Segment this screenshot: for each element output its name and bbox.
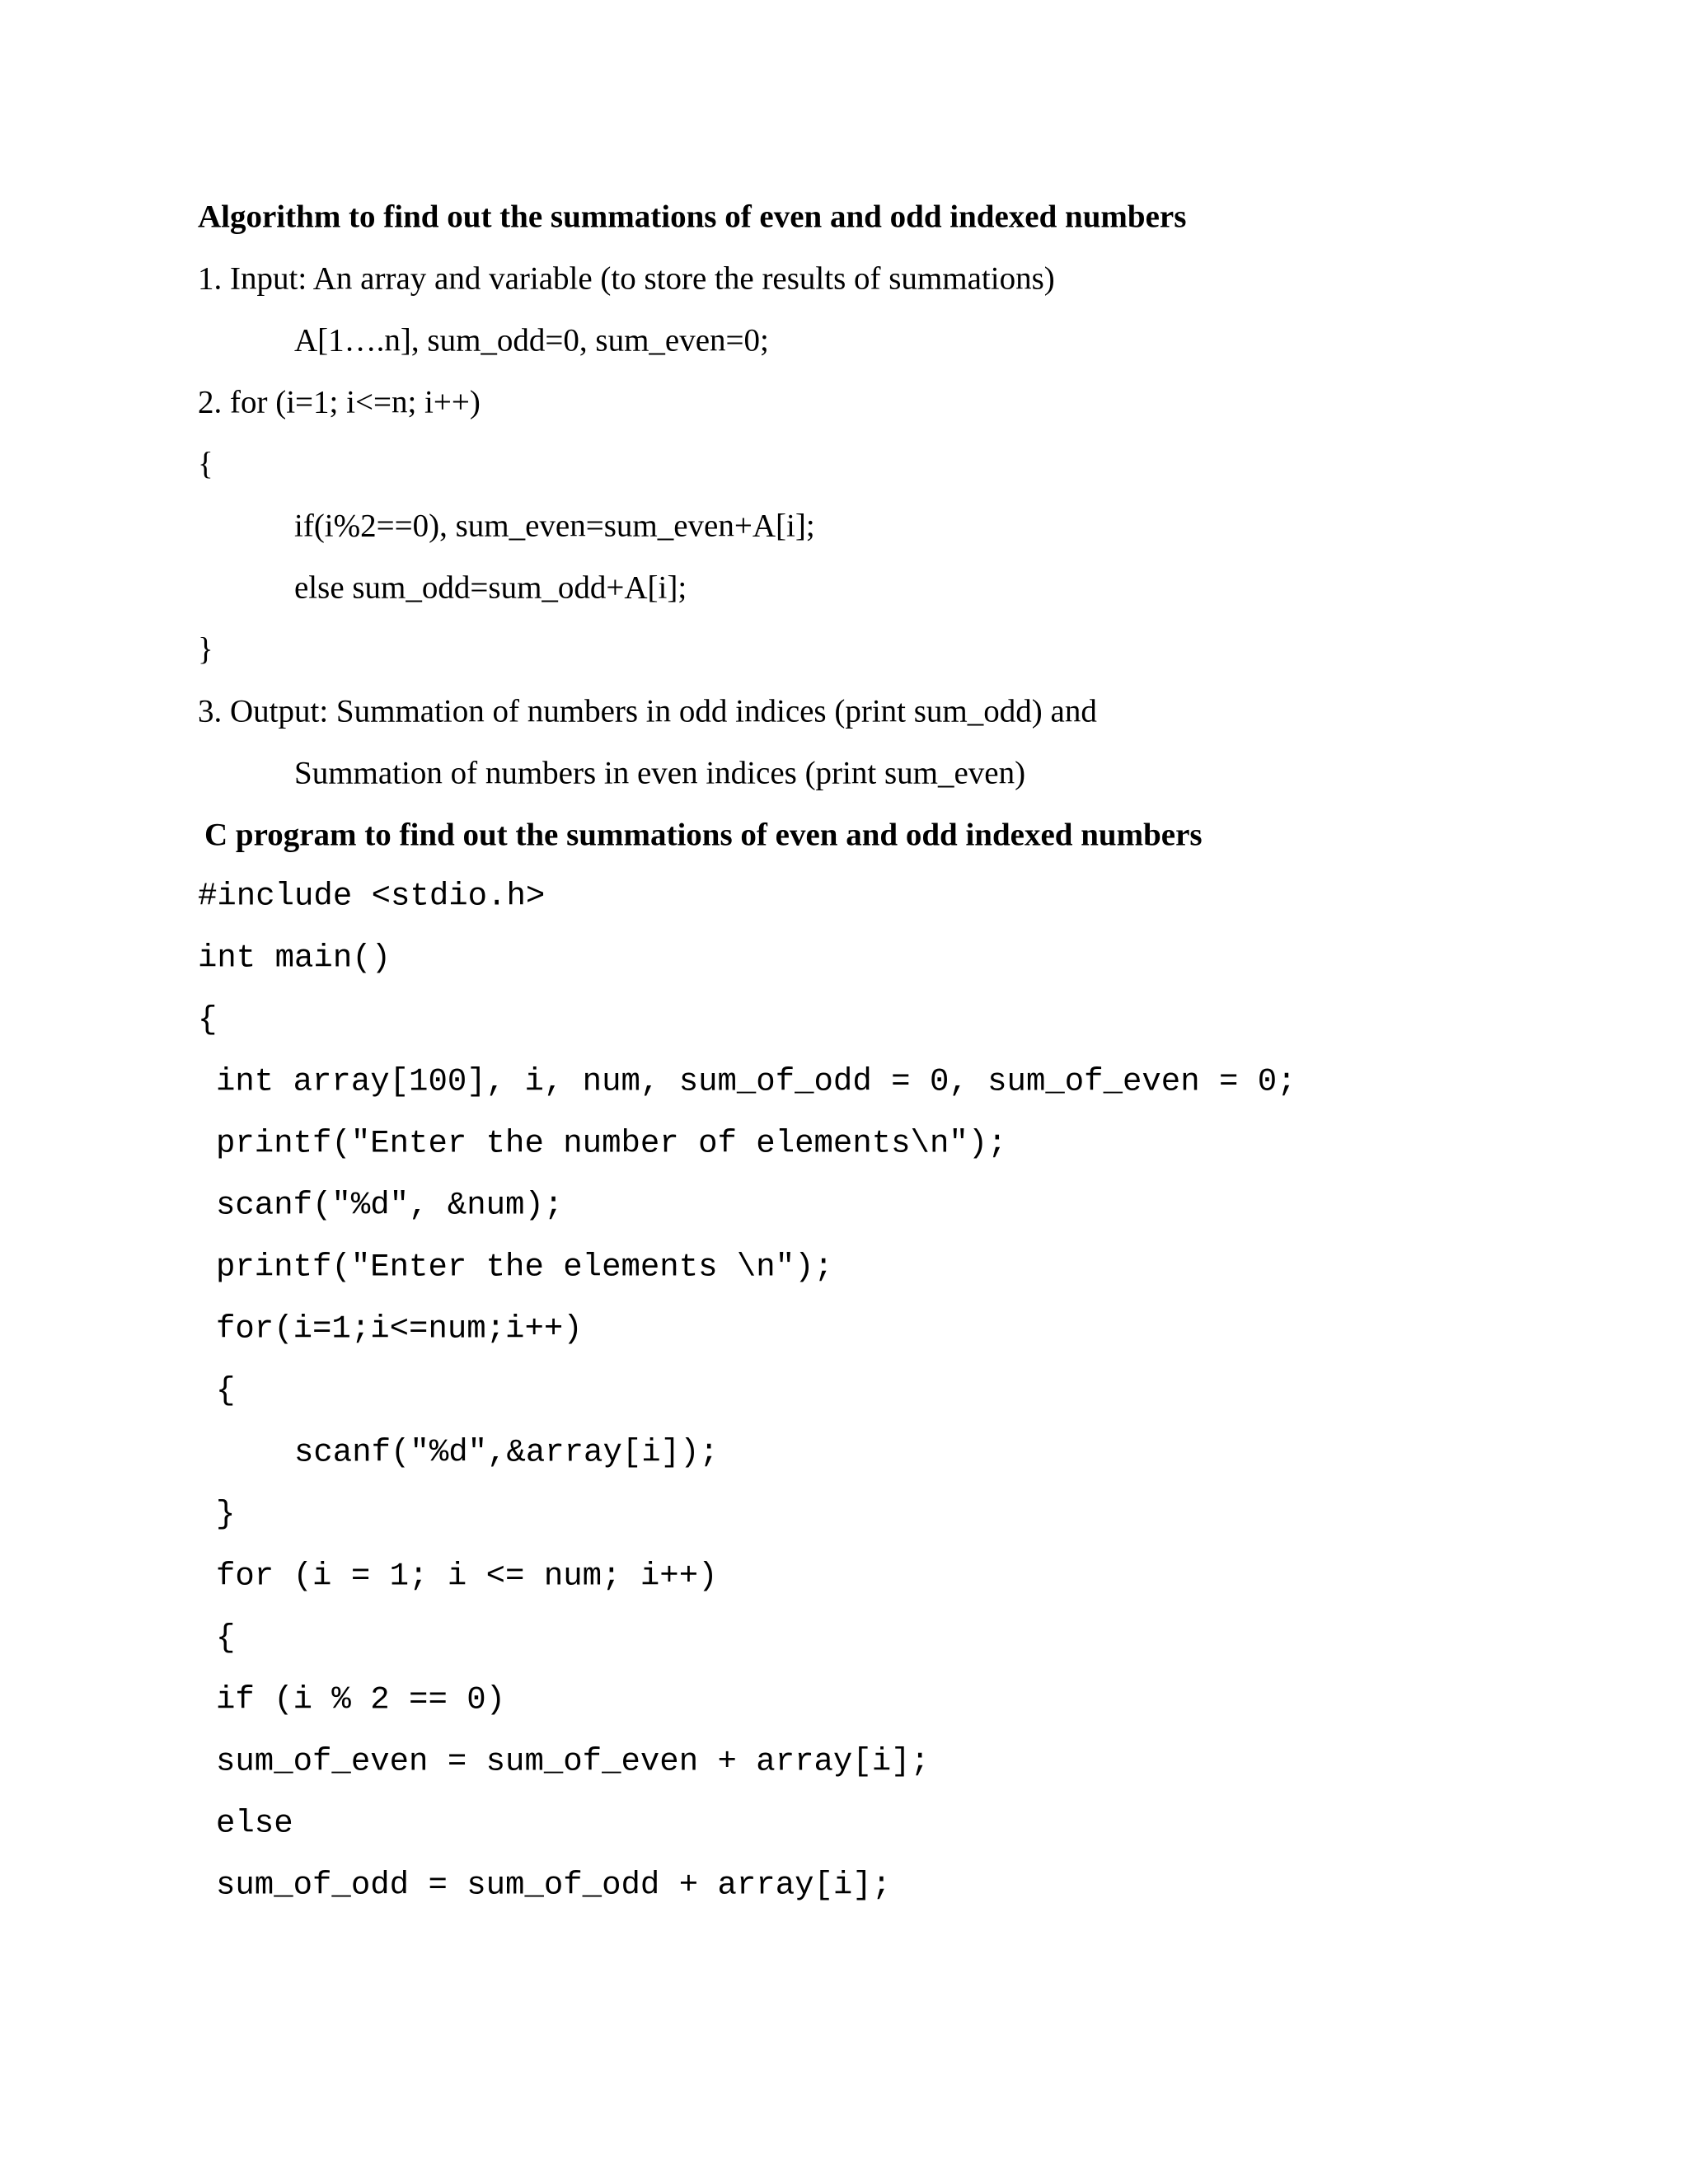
code-line: {: [198, 1001, 218, 1038]
code-line: {: [216, 1372, 236, 1409]
code-line: printf("Enter the elements \n");: [216, 1249, 833, 1286]
algorithm-if-line: if(i%2==0), sum_even=sum_even+A[i];: [294, 508, 815, 544]
algorithm-else-line: else sum_odd=sum_odd+A[i];: [294, 569, 687, 606]
algorithm-input-vars: A[1….n], sum_odd=0, sum_even=0;: [294, 322, 769, 359]
code-line: for(i=1;i<=num;i++): [216, 1310, 583, 1347]
algorithm-close-brace: }: [198, 631, 213, 668]
code-line: scanf("%d", &num);: [216, 1187, 564, 1224]
code-line: sum_of_odd = sum_of_odd + array[i];: [216, 1867, 892, 1904]
algorithm-output-even: Summation of numbers in even indices (print sum_even): [294, 755, 1026, 791]
code-line: else: [216, 1805, 293, 1842]
program-heading: C program to find out the summations of even and odd indexed numbers: [204, 817, 1203, 853]
algorithm-open-brace: {: [198, 446, 213, 482]
code-line: #include <stdio.h>: [198, 878, 546, 915]
code-line: for (i = 1; i <= num; i++): [216, 1558, 718, 1595]
code-line: printf("Enter the number of elements\n");: [216, 1125, 1007, 1162]
algorithm-heading: Algorithm to find out the summations of even and odd indexed numbers: [198, 199, 1187, 235]
algorithm-step-input: 1. Input: An array and variable (to store the results of summations): [198, 260, 1055, 297]
code-line: int array[100], i, num, sum_of_odd = 0, sum_of_even = 0;: [216, 1063, 1296, 1100]
algorithm-step-output: 3. Output: Summation of numbers in odd indices (print sum_odd) and: [198, 693, 1097, 729]
algorithm-step-loop: 2. for (i=1; i<=n; i++): [198, 384, 481, 420]
code-line: sum_of_even = sum_of_even + array[i];: [216, 1743, 930, 1780]
code-line: if (i % 2 == 0): [216, 1681, 506, 1718]
code-line: scanf("%d",&array[i]);: [294, 1434, 719, 1471]
code-line: int main(): [198, 940, 392, 977]
code-line: }: [216, 1496, 236, 1533]
code-line: {: [216, 1619, 236, 1657]
